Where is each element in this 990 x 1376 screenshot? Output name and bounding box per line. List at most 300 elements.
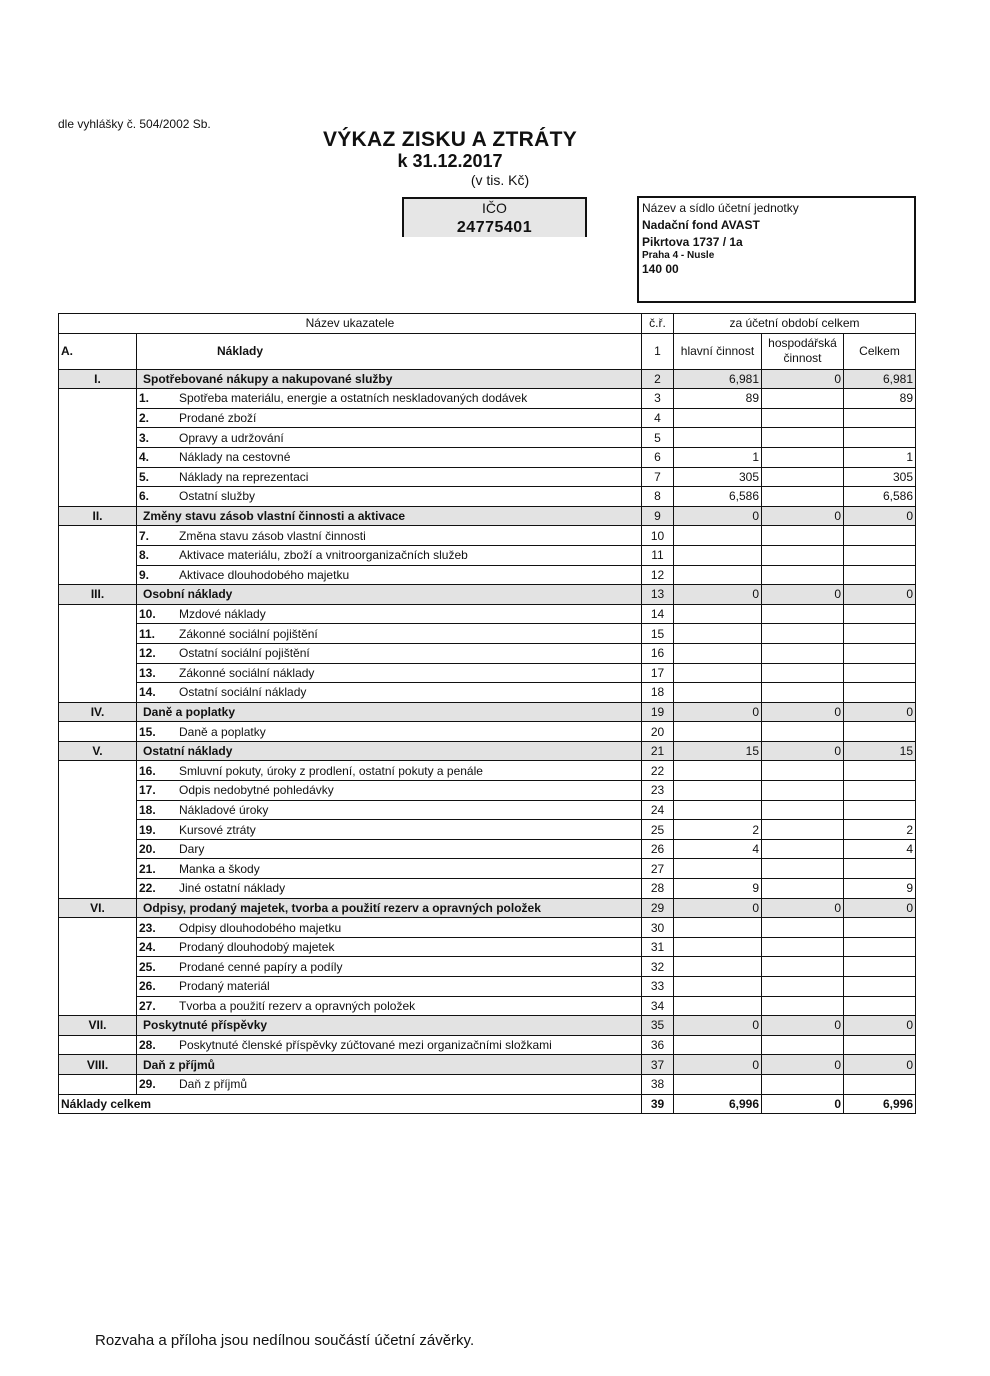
value-total xyxy=(844,663,916,683)
item-row xyxy=(59,389,916,409)
value-total xyxy=(844,1035,916,1055)
item-code: 26. xyxy=(139,979,156,994)
item-code: 19. xyxy=(139,822,156,837)
value-total: 4 xyxy=(844,839,916,859)
row-number: 37 xyxy=(642,1055,674,1075)
table-header-row-1 xyxy=(59,314,916,334)
entity-label: Název a sídlo účetní jednotky xyxy=(642,201,799,215)
item-row xyxy=(59,408,916,428)
total-label: Náklady celkem xyxy=(59,1094,642,1114)
value-econ xyxy=(762,859,844,879)
item-indent xyxy=(59,996,137,1016)
item-indent xyxy=(59,820,137,840)
row-number: 15 xyxy=(642,624,674,644)
item-label-cell xyxy=(137,683,642,703)
item-label: Daň z příjmů xyxy=(179,1077,248,1092)
item-row xyxy=(59,487,916,507)
value-econ xyxy=(762,761,844,781)
value-main xyxy=(674,604,762,624)
item-label-cell xyxy=(137,663,642,683)
value-econ xyxy=(762,839,844,859)
row-number: 18 xyxy=(642,683,674,703)
value-total: 0 xyxy=(844,1055,916,1075)
item-row xyxy=(59,545,916,565)
item-indent xyxy=(59,879,137,899)
item-label: Ostatní sociální náklady xyxy=(179,685,307,700)
value-econ xyxy=(762,937,844,957)
value-main xyxy=(674,545,762,565)
row-number: 17 xyxy=(642,663,674,683)
item-row xyxy=(59,879,916,899)
value-total xyxy=(844,428,916,448)
item-label-cell xyxy=(137,467,642,487)
item-code: 4. xyxy=(139,450,150,465)
item-code: 10. xyxy=(139,607,156,622)
value-econ xyxy=(762,428,844,448)
row-number: 34 xyxy=(642,996,674,1016)
item-row xyxy=(59,820,916,840)
ico-box xyxy=(402,197,587,237)
item-indent xyxy=(59,526,137,546)
value-econ xyxy=(762,800,844,820)
group-label: Spotřebované nákupy a nakupované služby xyxy=(137,369,642,389)
group-code: VIII. xyxy=(59,1055,137,1075)
value-total xyxy=(844,781,916,801)
value-econ: 0 xyxy=(762,741,844,761)
group-row xyxy=(59,898,916,918)
item-label-cell xyxy=(137,918,642,938)
value-main xyxy=(674,1074,762,1094)
item-code: 9. xyxy=(139,567,150,582)
row-number: 8 xyxy=(642,487,674,507)
value-total xyxy=(844,624,916,644)
item-code: 20. xyxy=(139,842,156,857)
value-econ xyxy=(762,957,844,977)
row-number: 4 xyxy=(642,408,674,428)
item-indent xyxy=(59,800,137,820)
item-indent xyxy=(59,1074,137,1094)
item-code: 18. xyxy=(139,802,156,817)
item-label: Změna stavu zásob vlastní činnosti xyxy=(179,528,366,543)
row-number: 16 xyxy=(642,643,674,663)
item-indent xyxy=(59,643,137,663)
item-label-cell xyxy=(137,643,642,663)
value-total: 2 xyxy=(844,820,916,840)
value-total: 305 xyxy=(844,467,916,487)
item-label: Smluvní pokuty, úroky z prodlení, ostatní pokuty a penále xyxy=(179,763,483,778)
report-units: (v tis. Kč) xyxy=(470,172,530,188)
group-row xyxy=(59,506,916,526)
value-total: 89 xyxy=(844,389,916,409)
value-total: 1 xyxy=(844,447,916,467)
item-label: Aktivace materiálu, zboží a vnitroorganizačních služeb xyxy=(179,548,468,563)
item-indent xyxy=(59,761,137,781)
item-label: Daně a poplatky xyxy=(179,724,266,739)
row-number: 33 xyxy=(642,977,674,997)
item-label: Mzdové náklady xyxy=(179,607,266,622)
col-total-header: Celkem xyxy=(844,333,916,369)
value-econ: 0 xyxy=(762,585,844,605)
item-label-cell xyxy=(137,1035,642,1055)
item-indent xyxy=(59,624,137,644)
value-main xyxy=(674,408,762,428)
value-econ xyxy=(762,1074,844,1094)
value-total xyxy=(844,565,916,585)
value-main: 0 xyxy=(674,898,762,918)
value-econ: 0 xyxy=(762,898,844,918)
item-row xyxy=(59,604,916,624)
item-row xyxy=(59,996,916,1016)
value-econ: 0 xyxy=(762,506,844,526)
group-row xyxy=(59,585,916,605)
row-number: 19 xyxy=(642,702,674,722)
row-number: 26 xyxy=(642,839,674,859)
item-label-cell xyxy=(137,1074,642,1094)
item-code: 8. xyxy=(139,548,150,563)
item-row xyxy=(59,526,916,546)
item-label-cell xyxy=(137,937,642,957)
value-econ xyxy=(762,781,844,801)
value-total: 15 xyxy=(844,741,916,761)
value-main: 6,586 xyxy=(674,487,762,507)
item-label-cell xyxy=(137,487,642,507)
item-indent xyxy=(59,957,137,977)
group-label: Odpisy, prodaný majetek, tvorba a použití rezerv a opravných položek xyxy=(137,898,642,918)
item-indent xyxy=(59,428,137,448)
item-label-cell xyxy=(137,800,642,820)
group-row xyxy=(59,1055,916,1075)
item-row xyxy=(59,761,916,781)
row-number: 7 xyxy=(642,467,674,487)
value-econ xyxy=(762,604,844,624)
item-row xyxy=(59,428,916,448)
item-code: 27. xyxy=(139,998,156,1013)
item-label-cell xyxy=(137,565,642,585)
group-label: Daně a poplatky xyxy=(137,702,642,722)
value-main: 0 xyxy=(674,1055,762,1075)
value-main: 15 xyxy=(674,741,762,761)
item-indent xyxy=(59,1035,137,1055)
group-label: Daň z příjmů xyxy=(137,1055,642,1075)
value-econ: 0 xyxy=(762,1016,844,1036)
item-code: 11. xyxy=(139,626,156,641)
col-period-header: za účetní období celkem xyxy=(674,314,916,334)
value-econ: 0 xyxy=(762,369,844,389)
value-main xyxy=(674,1035,762,1055)
item-label-cell xyxy=(137,389,642,409)
item-label-cell xyxy=(137,977,642,997)
item-label-cell xyxy=(137,820,642,840)
value-econ xyxy=(762,565,844,585)
value-total xyxy=(844,937,916,957)
item-row xyxy=(59,839,916,859)
item-label: Tvorba a použití rezerv a opravných položek xyxy=(179,998,416,1013)
value-main: 305 xyxy=(674,467,762,487)
item-indent xyxy=(59,859,137,879)
item-label: Jiné ostatní náklady xyxy=(179,881,286,896)
item-indent xyxy=(59,545,137,565)
value-total xyxy=(844,859,916,879)
item-indent xyxy=(59,467,137,487)
value-main xyxy=(674,996,762,1016)
item-row xyxy=(59,643,916,663)
value-main: 89 xyxy=(674,389,762,409)
value-total xyxy=(844,643,916,663)
item-row xyxy=(59,937,916,957)
value-main xyxy=(674,643,762,663)
item-label: Náklady na cestovné xyxy=(179,450,291,465)
value-main xyxy=(674,624,762,644)
value-econ xyxy=(762,545,844,565)
value-total: 0 xyxy=(844,1016,916,1036)
group-code: IV. xyxy=(59,702,137,722)
value-total xyxy=(844,545,916,565)
item-label-cell xyxy=(137,879,642,899)
row-number: 28 xyxy=(642,879,674,899)
row-number: 20 xyxy=(642,722,674,742)
value-total: 6,586 xyxy=(844,487,916,507)
item-row xyxy=(59,722,916,742)
total-econ: 0 xyxy=(762,1094,844,1114)
item-label: Opravy a udržování xyxy=(179,430,284,445)
group-code: II. xyxy=(59,506,137,526)
item-label-cell xyxy=(137,722,642,742)
value-total: 0 xyxy=(844,506,916,526)
value-econ xyxy=(762,1035,844,1055)
item-label-cell xyxy=(137,408,642,428)
value-main xyxy=(674,722,762,742)
value-econ: 0 xyxy=(762,702,844,722)
group-code: I. xyxy=(59,369,137,389)
value-main xyxy=(674,859,762,879)
item-code: 12. xyxy=(139,646,156,661)
value-econ xyxy=(762,389,844,409)
item-row xyxy=(59,565,916,585)
regulation-note: dle vyhlášky č. 504/2002 Sb. xyxy=(58,117,211,131)
group-label: Změny stavu zásob vlastní činnosti a aktivace xyxy=(137,506,642,526)
value-main xyxy=(674,428,762,448)
row-number: 13 xyxy=(642,585,674,605)
item-code: 3. xyxy=(139,430,150,445)
value-total xyxy=(844,800,916,820)
row-number: 3 xyxy=(642,389,674,409)
item-code: 21. xyxy=(139,861,156,876)
item-indent xyxy=(59,781,137,801)
entity-street: Pikrtova 1737 / 1a xyxy=(642,235,743,249)
row-number: 10 xyxy=(642,526,674,546)
value-econ xyxy=(762,487,844,507)
value-econ xyxy=(762,663,844,683)
item-row xyxy=(59,918,916,938)
value-total: 9 xyxy=(844,879,916,899)
section-row xyxy=(59,333,916,369)
row-number: 30 xyxy=(642,918,674,938)
item-label: Prodané zboží xyxy=(179,411,257,426)
value-main: 2 xyxy=(674,820,762,840)
item-label: Zákonné sociální náklady xyxy=(179,665,315,680)
item-label: Nákladové úroky xyxy=(179,802,269,817)
value-main xyxy=(674,918,762,938)
item-label: Aktivace dlouhodobého majetku xyxy=(179,567,350,582)
value-main xyxy=(674,977,762,997)
item-code: 14. xyxy=(139,685,156,700)
item-label: Náklady na reprezentaci xyxy=(179,469,309,484)
item-row xyxy=(59,859,916,879)
value-main: 0 xyxy=(674,702,762,722)
row-number: 2 xyxy=(642,369,674,389)
row-number: 6 xyxy=(642,447,674,467)
item-code: 5. xyxy=(139,469,150,484)
value-econ xyxy=(762,408,844,428)
group-code: III. xyxy=(59,585,137,605)
item-indent xyxy=(59,663,137,683)
item-label-cell xyxy=(137,859,642,879)
item-indent xyxy=(59,565,137,585)
total-no: 39 xyxy=(642,1094,674,1114)
row-number: 35 xyxy=(642,1016,674,1036)
value-econ xyxy=(762,820,844,840)
row-number: 29 xyxy=(642,898,674,918)
value-total xyxy=(844,722,916,742)
item-code: 24. xyxy=(139,940,156,955)
item-label-cell xyxy=(137,781,642,801)
group-code: VII. xyxy=(59,1016,137,1036)
row-number: 25 xyxy=(642,820,674,840)
item-code: 6. xyxy=(139,489,150,504)
total-main: 6,996 xyxy=(674,1094,762,1114)
value-total: 0 xyxy=(844,702,916,722)
group-label: Poskytnuté příspěvky xyxy=(137,1016,642,1036)
group-row xyxy=(59,1016,916,1036)
item-row xyxy=(59,1074,916,1094)
value-econ xyxy=(762,467,844,487)
item-label: Spotřeba materiálu, energie a ostatních neskladovaných dodávek xyxy=(179,391,528,406)
value-econ xyxy=(762,683,844,703)
row-number: 14 xyxy=(642,604,674,624)
row-number: 23 xyxy=(642,781,674,801)
item-code: 29. xyxy=(139,1077,156,1092)
report-date: k 31.12.2017 xyxy=(397,151,503,171)
report-title: VÝKAZ ZISKU A ZTRÁTY xyxy=(322,128,578,151)
value-econ xyxy=(762,918,844,938)
value-main: 9 xyxy=(674,879,762,899)
ico-value: 24775401 xyxy=(404,218,585,237)
item-row xyxy=(59,467,916,487)
value-total: 0 xyxy=(844,585,916,605)
item-row xyxy=(59,781,916,801)
item-label: Dary xyxy=(179,842,205,857)
item-indent xyxy=(59,918,137,938)
value-total xyxy=(844,761,916,781)
item-code: 2. xyxy=(139,411,150,426)
value-total xyxy=(844,996,916,1016)
row-number: 32 xyxy=(642,957,674,977)
value-total xyxy=(844,957,916,977)
item-label: Poskytnuté členské příspěvky zúčtované mezi organizačními složkami xyxy=(179,1038,552,1053)
row-number: 21 xyxy=(642,741,674,761)
item-label-cell xyxy=(137,839,642,859)
value-econ xyxy=(762,624,844,644)
group-label: Osobní náklady xyxy=(137,585,642,605)
item-code: 25. xyxy=(139,959,156,974)
value-main: 0 xyxy=(674,585,762,605)
value-total xyxy=(844,408,916,428)
item-label: Kursové ztráty xyxy=(179,822,256,837)
item-code: 16. xyxy=(139,763,156,778)
item-indent xyxy=(59,487,137,507)
row-number: 22 xyxy=(642,761,674,781)
item-label-cell xyxy=(137,604,642,624)
entity-box xyxy=(637,196,916,303)
item-code: 28. xyxy=(139,1038,156,1053)
item-label-cell xyxy=(137,447,642,467)
value-total: 0 xyxy=(844,898,916,918)
row-number: 5 xyxy=(642,428,674,448)
item-indent xyxy=(59,937,137,957)
item-indent xyxy=(59,839,137,859)
item-row xyxy=(59,683,916,703)
value-total xyxy=(844,977,916,997)
value-econ xyxy=(762,996,844,1016)
item-label: Prodané cenné papíry a podíly xyxy=(179,959,343,974)
item-code: 23. xyxy=(139,920,156,935)
value-main xyxy=(674,800,762,820)
item-label-cell xyxy=(137,545,642,565)
item-code: 15. xyxy=(139,724,156,739)
section-label: Náklady xyxy=(137,333,642,369)
value-main xyxy=(674,683,762,703)
group-row xyxy=(59,702,916,722)
total-total: 6,996 xyxy=(844,1094,916,1114)
value-total xyxy=(844,604,916,624)
item-indent xyxy=(59,408,137,428)
value-total xyxy=(844,526,916,546)
value-total: 6,981 xyxy=(844,369,916,389)
item-label: Prodaný dlouhodobý majetek xyxy=(179,940,335,955)
item-label-cell xyxy=(137,957,642,977)
item-label: Odpisy dlouhodobého majetku xyxy=(179,920,342,935)
item-label: Ostatní sociální pojištění xyxy=(179,646,310,661)
profit-loss-table xyxy=(58,313,916,1114)
item-label: Odpis nedobytné pohledávky xyxy=(179,783,334,798)
value-econ xyxy=(762,526,844,546)
item-indent xyxy=(59,447,137,467)
ico-label: IČO xyxy=(404,199,585,219)
group-code: VI. xyxy=(59,898,137,918)
item-indent xyxy=(59,722,137,742)
group-label: Ostatní náklady xyxy=(137,741,642,761)
item-label-cell xyxy=(137,761,642,781)
item-row xyxy=(59,957,916,977)
value-main xyxy=(674,937,762,957)
item-indent xyxy=(59,389,137,409)
item-code: 7. xyxy=(139,528,150,543)
item-row xyxy=(59,663,916,683)
value-main: 1 xyxy=(674,447,762,467)
row-number: 12 xyxy=(642,565,674,585)
value-econ xyxy=(762,977,844,997)
value-main xyxy=(674,781,762,801)
item-label: Prodaný materiál xyxy=(179,979,270,994)
value-main: 0 xyxy=(674,506,762,526)
item-label-cell xyxy=(137,526,642,546)
item-row xyxy=(59,1035,916,1055)
group-row xyxy=(59,741,916,761)
col-main-header: hlavní činnost xyxy=(674,333,762,369)
item-label: Zákonné sociální pojištění xyxy=(179,626,318,641)
item-indent xyxy=(59,683,137,703)
value-econ xyxy=(762,447,844,467)
